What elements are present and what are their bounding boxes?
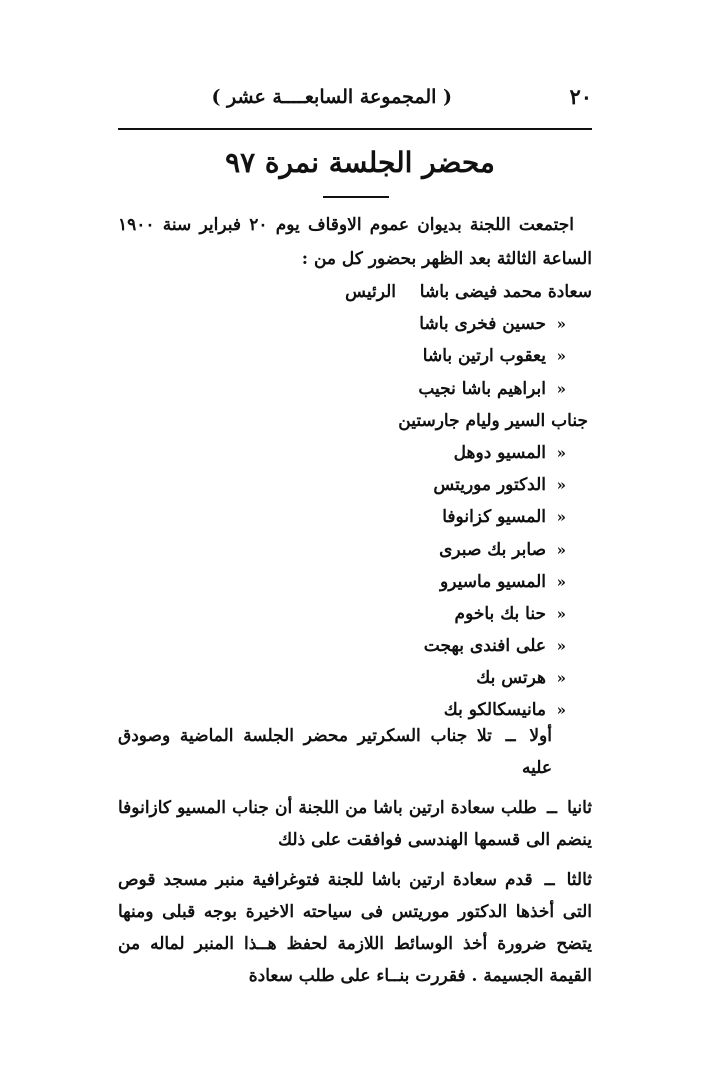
list-item (118, 598, 592, 630)
item-text: طلب سعادة ارتين باشا من اللجنة أن جناب المسيو كازانوفا ينضم الى قسمها الهندسى فوافقت على ذلك (118, 798, 592, 850)
attendee-list (118, 276, 592, 727)
page-number: ٢٠ (569, 84, 592, 109)
list-item (118, 308, 592, 340)
item-text: تلا جناب السكرتير محضر الجلسة الماضية وصودق عليه (118, 726, 552, 778)
item-ordinal: أولا (529, 726, 552, 746)
ditto-mark: « (556, 540, 566, 559)
attendee-name: ابراهيم باشا نجيب (418, 378, 546, 399)
group-heading-row (118, 405, 592, 437)
president-name: سعادة محمد فيضى باشا (419, 282, 592, 302)
ditto-mark: « (556, 669, 566, 688)
attendee-name: صابر بك صبرى (439, 539, 546, 560)
ditto-mark: « (556, 508, 566, 527)
attendee-name: المسيو كزانوفا (442, 507, 546, 528)
list-item (118, 534, 592, 566)
attendee-name: حنا بك باخوم (454, 603, 546, 624)
intro-text: اجتمعت اللجنة بديوان عموم الاوقاف يوم ٢٠ فبراير سنة ١٩٠٠ الساعة الثالثة بعد الظهر بحضور كل من : (118, 215, 592, 269)
minutes-item-1 (118, 720, 592, 784)
minutes-item-2 (118, 792, 592, 856)
list-item (118, 437, 592, 469)
attendee-name: المسيو دوهل (453, 442, 546, 463)
list-item (118, 630, 592, 662)
list-item (118, 469, 592, 501)
ditto-mark: « (556, 315, 566, 334)
attendee-name: على افندى بهجت (423, 636, 546, 657)
ditto-mark: « (556, 476, 566, 495)
ditto-mark: « (556, 572, 566, 591)
list-item (118, 501, 592, 533)
ditto-mark: « (556, 637, 566, 656)
attendee-name: يعقوب ارتين باشا (422, 346, 546, 367)
title-rule (323, 196, 389, 198)
president-row (118, 276, 592, 308)
president-role: الرئيس (345, 282, 396, 302)
attendee-name: الدكتور موريتس (433, 475, 546, 496)
ditto-mark: « (556, 604, 566, 623)
page-header (118, 84, 592, 118)
list-item (118, 340, 592, 372)
header-rule (118, 128, 592, 130)
ditto-mark: « (556, 443, 566, 462)
item-ordinal: ثالثا (566, 870, 593, 890)
minutes-item-3 (118, 864, 592, 992)
list-item (118, 662, 592, 694)
attendee-name: المسيو ماسيرو (440, 571, 546, 592)
attendee-name: هرتس بك (476, 668, 546, 689)
page-title: محضر الجلسة نمرة ٩٧ (225, 146, 495, 179)
running-head: ( المجموعة السابعــــة عشر ) (211, 86, 452, 108)
minutes-items (118, 720, 592, 1000)
ditto-mark: « (556, 347, 566, 366)
group-heading: جناب السير وليام جارستين (398, 410, 588, 431)
item-ordinal: ثانيا (567, 798, 593, 818)
list-item (118, 566, 592, 598)
attendee-name: حسين فخرى باشا (419, 314, 546, 335)
intro-paragraph (118, 208, 592, 276)
ditto-mark: « (556, 701, 566, 720)
item-text: قدم سعادة ارتين باشا للجنة فتوغرافية منبر مسجد قوص التى أخذها الدكتور موريتس فى سياحته الاخيرة بوجه قبلى ومنها يتضح ضرورة أخذ الوسائط اللازمة لحفظ هــذا المنبر لماله من القيمة الجسيمة . فقررت بنــاء على طلب سعادة (118, 870, 593, 986)
list-item (118, 373, 592, 405)
item-dash: ــ (544, 870, 555, 890)
ditto-mark: « (556, 379, 566, 398)
item-dash: ــ (546, 798, 557, 818)
attendee-name: مانيسكالكو بك (443, 700, 546, 721)
item-dash: ــ (505, 726, 516, 746)
